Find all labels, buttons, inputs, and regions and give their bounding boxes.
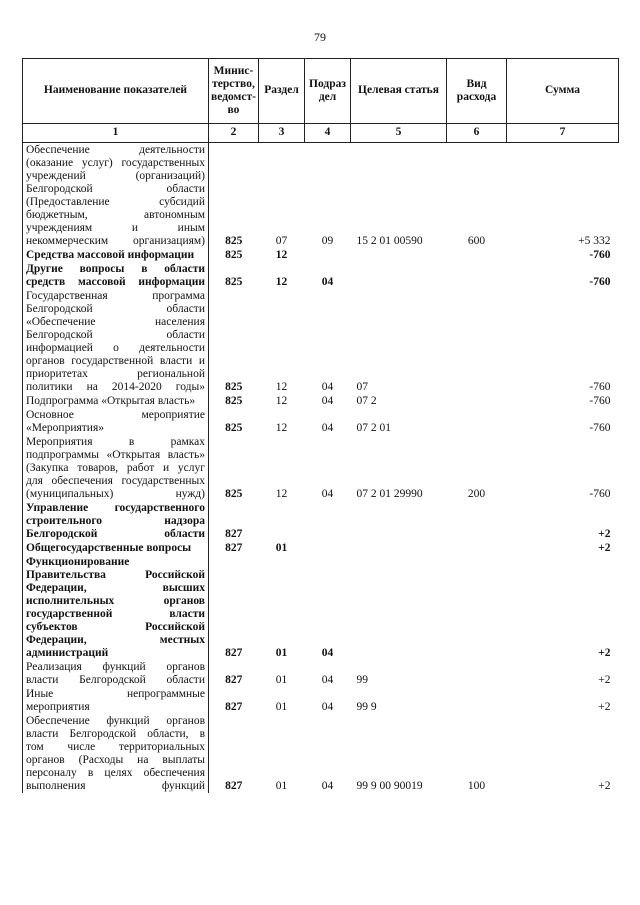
row-name-line: политики на 2014-2020 годы»: [26, 381, 205, 393]
row-name-line: Подпрограмма «Открытая власть»: [26, 395, 196, 407]
row-name-line: выполнения функций: [26, 780, 205, 792]
row-name-line: Государственная программа: [26, 290, 205, 302]
row-name-line: строительного надзора: [26, 515, 205, 527]
cell-article: [351, 248, 447, 262]
column-number: 5: [351, 124, 447, 143]
cell-sum: -760: [589, 381, 611, 393]
cell-section: 01: [275, 780, 288, 792]
cell-article: [351, 541, 447, 555]
row-name: [23, 501, 209, 541]
cell-expense-type: [447, 289, 507, 394]
cell-article: 07 2: [356, 395, 377, 407]
cell-ministry: 827: [225, 528, 243, 540]
table-row: [23, 262, 619, 289]
cell-section: 07: [275, 235, 288, 247]
header-subsection: Подраз дел: [305, 59, 351, 124]
cell-expense-type: 200: [467, 488, 486, 500]
cell-sum: +2: [598, 542, 611, 554]
row-name-line: Правительства Российской: [26, 569, 205, 581]
row-name-line: бюджетным, автономным: [26, 209, 205, 221]
cell-subsection: 04: [321, 674, 334, 686]
cell-expense-type: [447, 262, 507, 289]
cell-subsection: 04: [321, 647, 334, 659]
header-name: Наименование показателей: [23, 59, 209, 124]
cell-subsection: [305, 541, 351, 555]
header-article: Целевая статья: [351, 59, 447, 124]
row-name-line: исполнительных органов: [26, 595, 205, 607]
page-number: 79: [314, 30, 326, 44]
cell-subsection: 04: [321, 780, 334, 792]
cell-section: [259, 501, 305, 541]
row-name-line: (муниципальных) нужд): [26, 488, 205, 500]
cell-ministry: 825: [225, 488, 243, 500]
cell-expense-type: 600: [467, 235, 486, 247]
cell-subsection: [305, 248, 351, 262]
cell-article: 99 9 00 90019: [356, 780, 423, 792]
cell-article: 99: [356, 674, 368, 686]
table-row: [23, 501, 619, 541]
cell-section: 12: [275, 422, 288, 434]
row-name-line: том числе территориальных: [26, 741, 205, 753]
cell-expense-type: [447, 248, 507, 262]
row-name: [23, 262, 209, 289]
cell-expense-type: [447, 408, 507, 435]
cell-article: 07 2 01: [356, 422, 391, 434]
row-name-line: для обеспечения государственных: [26, 475, 205, 487]
cell-expense-type: [447, 394, 507, 408]
row-name-line: Белгородской области: [26, 303, 205, 315]
row-name-line: Обеспечение функций органов: [26, 715, 205, 727]
row-name-line: Реализация функций органов: [26, 661, 205, 673]
cell-expense-type: [447, 501, 507, 541]
row-name-line: органов (Расходы на выплаты: [26, 754, 205, 766]
header-sum: Сумма: [507, 59, 619, 124]
cell-section: 12: [275, 488, 288, 500]
cell-section: 12: [275, 276, 288, 288]
row-name-line: средств массовой информации: [26, 276, 205, 288]
row-name: [23, 289, 209, 394]
cell-sum: -760: [589, 422, 611, 434]
row-name-line: власти Белгородской области: [26, 674, 205, 686]
cell-subsection: 04: [321, 488, 334, 500]
cell-article: [351, 262, 447, 289]
row-name-line: Управление государственного: [26, 502, 205, 514]
cell-sum: -760: [589, 395, 611, 407]
cell-subsection: [305, 501, 351, 541]
row-name-line: Иные непрограммные: [26, 688, 205, 700]
column-number-row: [23, 124, 619, 143]
cell-section: 12: [275, 249, 288, 261]
table-row: [23, 660, 619, 687]
row-name-line: учреждениям и иным: [26, 222, 205, 234]
cell-subsection: 04: [321, 701, 334, 713]
cell-article: [351, 501, 447, 541]
row-name-line: Функционирование: [26, 556, 130, 568]
header-ministry: Минис-терство, ведомст-во: [209, 59, 259, 124]
column-number: 6: [447, 124, 507, 143]
cell-ministry: 827: [225, 647, 243, 659]
cell-ministry: 825: [225, 249, 243, 261]
column-number: 3: [259, 124, 305, 143]
cell-subsection: 04: [321, 422, 334, 434]
row-name: [23, 555, 209, 660]
cell-section: 01: [275, 701, 288, 713]
row-name-line: органов государственной власти и: [26, 355, 205, 367]
row-name-line: подпрограммы «Открытая власть»: [26, 449, 205, 461]
cell-expense-type: [447, 541, 507, 555]
cell-article: 07: [356, 381, 368, 393]
column-number: 4: [305, 124, 351, 143]
table-body: [23, 143, 619, 794]
cell-section: 01: [275, 674, 288, 686]
row-name-line: Обеспечение деятельности: [26, 144, 205, 156]
header-row: [23, 59, 619, 124]
row-name-line: учреждений (организаций): [26, 170, 205, 182]
row-name-line: Основное мероприятие: [26, 409, 205, 421]
row-name-line: приоритетах региональной: [26, 368, 205, 380]
row-name-line: субъектов Российской: [26, 621, 205, 633]
cell-section: 12: [275, 395, 288, 407]
cell-article: 99 9: [356, 701, 377, 713]
row-name-line: Федерации, высших: [26, 582, 205, 594]
row-name-line: Белгородской области: [26, 183, 205, 195]
header-expense-type: Вид расхода: [447, 59, 507, 124]
row-name: [23, 687, 209, 714]
row-name-line: Белгородской области: [26, 329, 205, 341]
cell-sum: +2: [598, 701, 611, 713]
row-name: [23, 714, 209, 793]
cell-ministry: 827: [225, 674, 243, 686]
row-name-line: Средства массовой информации: [26, 249, 195, 261]
cell-article: [351, 555, 447, 660]
cell-article: 15 2 01 00590: [356, 235, 423, 247]
row-name: [23, 408, 209, 435]
cell-article: 07 2 01 29990: [356, 488, 423, 500]
cell-ministry: 825: [225, 235, 243, 247]
row-name: [23, 394, 209, 408]
header-section: Раздел: [259, 59, 305, 124]
row-name-line: персоналу в целях обеспечения: [26, 767, 205, 779]
cell-expense-type: [447, 555, 507, 660]
row-name-line: некоммерческим организациям): [26, 235, 205, 247]
cell-sum: +2: [598, 647, 611, 659]
table-row: [23, 435, 619, 501]
cell-sum: -760: [589, 488, 611, 500]
cell-expense-type: [447, 660, 507, 687]
row-name-line: (Закупка товаров, работ и услуг: [26, 462, 205, 474]
table-row: [23, 555, 619, 660]
row-name-line: администраций: [26, 647, 109, 659]
table-row: [23, 143, 619, 249]
cell-sum: +2: [598, 528, 611, 540]
row-name: [23, 435, 209, 501]
cell-subsection: 04: [321, 381, 334, 393]
cell-ministry: 825: [225, 276, 243, 288]
table-row: [23, 248, 619, 262]
cell-sum: +2: [598, 674, 611, 686]
row-name-line: (Предоставление субсидий: [26, 196, 205, 208]
cell-ministry: 827: [225, 542, 243, 554]
table-row: [23, 408, 619, 435]
row-name-line: Белгородской области: [26, 528, 205, 540]
cell-section: 12: [275, 381, 288, 393]
row-name: [23, 541, 209, 555]
row-name: [23, 143, 209, 249]
column-number: 7: [507, 124, 619, 143]
cell-section: 01: [275, 542, 288, 554]
cell-sum: -760: [589, 276, 611, 288]
cell-subsection: 04: [321, 276, 334, 288]
cell-subsection: 09: [321, 235, 334, 247]
row-name-line: Мероприятия в рамках: [26, 436, 205, 448]
row-name-line: Другие вопросы в области: [26, 263, 205, 275]
cell-ministry: 825: [225, 422, 243, 434]
cell-sum: +5 332: [578, 235, 611, 247]
cell-sum: +2: [598, 780, 611, 792]
cell-expense-type: [447, 687, 507, 714]
table-row: [23, 289, 619, 394]
row-name-line: «Мероприятия»: [26, 422, 104, 434]
budget-table: [22, 58, 619, 793]
row-name-line: Федерации, местных: [26, 634, 205, 646]
column-number: 1: [23, 124, 209, 143]
row-name: [23, 248, 209, 262]
cell-ministry: 827: [225, 780, 243, 792]
cell-subsection: 04: [321, 395, 334, 407]
row-name-line: (оказание услуг) государственных: [26, 157, 205, 169]
row-name-line: власти Белгородской области, в: [26, 728, 205, 740]
row-name-line: Общегосударственные вопросы: [26, 542, 192, 554]
cell-ministry: 827: [225, 701, 243, 713]
row-name-line: информацией о деятельности: [26, 342, 205, 354]
row-name-line: «Обеспечение населения: [26, 316, 205, 328]
table-row: [23, 541, 619, 555]
table-row: [23, 714, 619, 793]
cell-ministry: 825: [225, 381, 243, 393]
row-name: [23, 660, 209, 687]
row-name-line: мероприятия: [26, 701, 90, 713]
cell-sum: -760: [589, 249, 611, 261]
row-name-line: государственной власти: [26, 608, 205, 620]
cell-section: 01: [275, 647, 288, 659]
cell-expense-type: 100: [467, 780, 486, 792]
column-number: 2: [209, 124, 259, 143]
table-row: [23, 394, 619, 408]
cell-ministry: 825: [225, 395, 243, 407]
table-row: [23, 687, 619, 714]
